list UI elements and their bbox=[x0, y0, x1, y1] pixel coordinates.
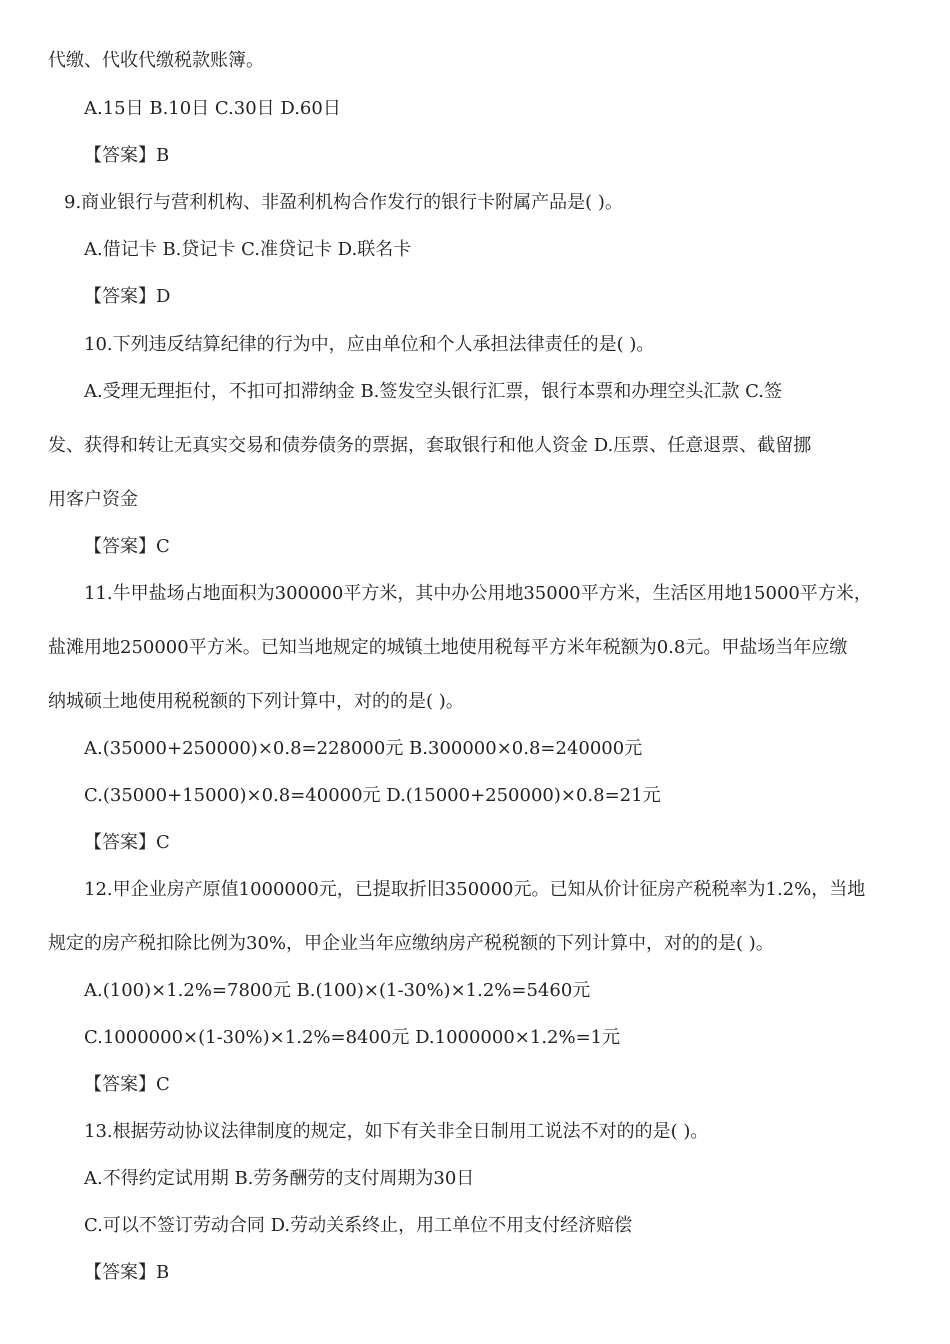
answer-line: 【答案】C bbox=[84, 536, 170, 557]
answer-line: 【答案】B bbox=[84, 145, 170, 166]
options-line-continued: 用客户资金 bbox=[48, 489, 138, 510]
options-line: A.受理无理拒付，不扣可扣滞纳金 B.签发空头银行汇票，银行本票和办理空头汇款 C.签 bbox=[84, 381, 782, 402]
options-line: C.(35000+15000)×0.8=40000元 D.(15000+250000)×0.8=21元 bbox=[84, 785, 661, 806]
options-line-continued: 发、获得和转让无真实交易和债券债务的票据，套取银行和他人资金 D.压票、任意退票、截留挪 bbox=[48, 435, 812, 456]
question-13: 13.根据劳动协议法律制度的规定，如下有关非全日制用工说法不对的的是( )。 bbox=[84, 1121, 709, 1142]
options-line: A.不得约定试用期 B.劳务酬劳的支付周期为30日 bbox=[84, 1168, 475, 1189]
answer-line: 【答案】B bbox=[84, 1262, 170, 1283]
text-line: 代缴、代收代缴税款账簿。 bbox=[48, 50, 264, 71]
options-line: C.可以不签订劳动合同 D.劳动关系终止，用工单位不用支付经济赔偿 bbox=[84, 1215, 633, 1236]
question-11: 11.牛甲盐场占地面积为300000平方米，其中办公用地35000平方米，生活区用地15000平方米， bbox=[84, 583, 872, 604]
options-line: A.(100)×1.2%=7800元 B.(100)×(1-30%)×1.2%=5460元 bbox=[84, 980, 591, 1001]
options-line: C.1000000×(1-30%)×1.2%=8400元 D.1000000×1.2%=1元 bbox=[84, 1027, 621, 1048]
question-9: 9.商业银行与营利机构、非盈利机构合作发行的银行卡附属产品是( )。 bbox=[64, 192, 623, 213]
answer-line: 【答案】C bbox=[84, 832, 170, 853]
options-line: A.(35000+250000)×0.8=228000元 B.300000×0.8=240000元 bbox=[84, 738, 643, 759]
question-11-continued: 盐滩用地250000平方米。已知当地规定的城镇土地使用税每平方米年税额为0.8元。甲盐场当年应缴 bbox=[48, 637, 848, 658]
question-12: 12.甲企业房产原值1000000元，已提取折旧350000元。已知从价计征房产税税率为1.2%，当地 bbox=[84, 879, 866, 900]
answer-line: 【答案】C bbox=[84, 1074, 170, 1095]
options-line: A.借记卡 B.贷记卡 C.准贷记卡 D.联名卡 bbox=[84, 239, 412, 260]
answer-line: 【答案】D bbox=[84, 286, 171, 307]
question-11-continued: 纳城硕土地使用税税额的下列计算中，对的的是( )。 bbox=[48, 691, 464, 712]
options-line: A.15日 B.10日 C.30日 D.60日 bbox=[84, 98, 341, 119]
question-12-continued: 规定的房产税扣除比例为30%，甲企业当年应缴纳房产税税额的下列计算中，对的的是( )。 bbox=[48, 933, 774, 954]
question-10: 10.下列违反结算纪律的行为中，应由单位和个人承担法律责任的是( )。 bbox=[84, 334, 655, 355]
